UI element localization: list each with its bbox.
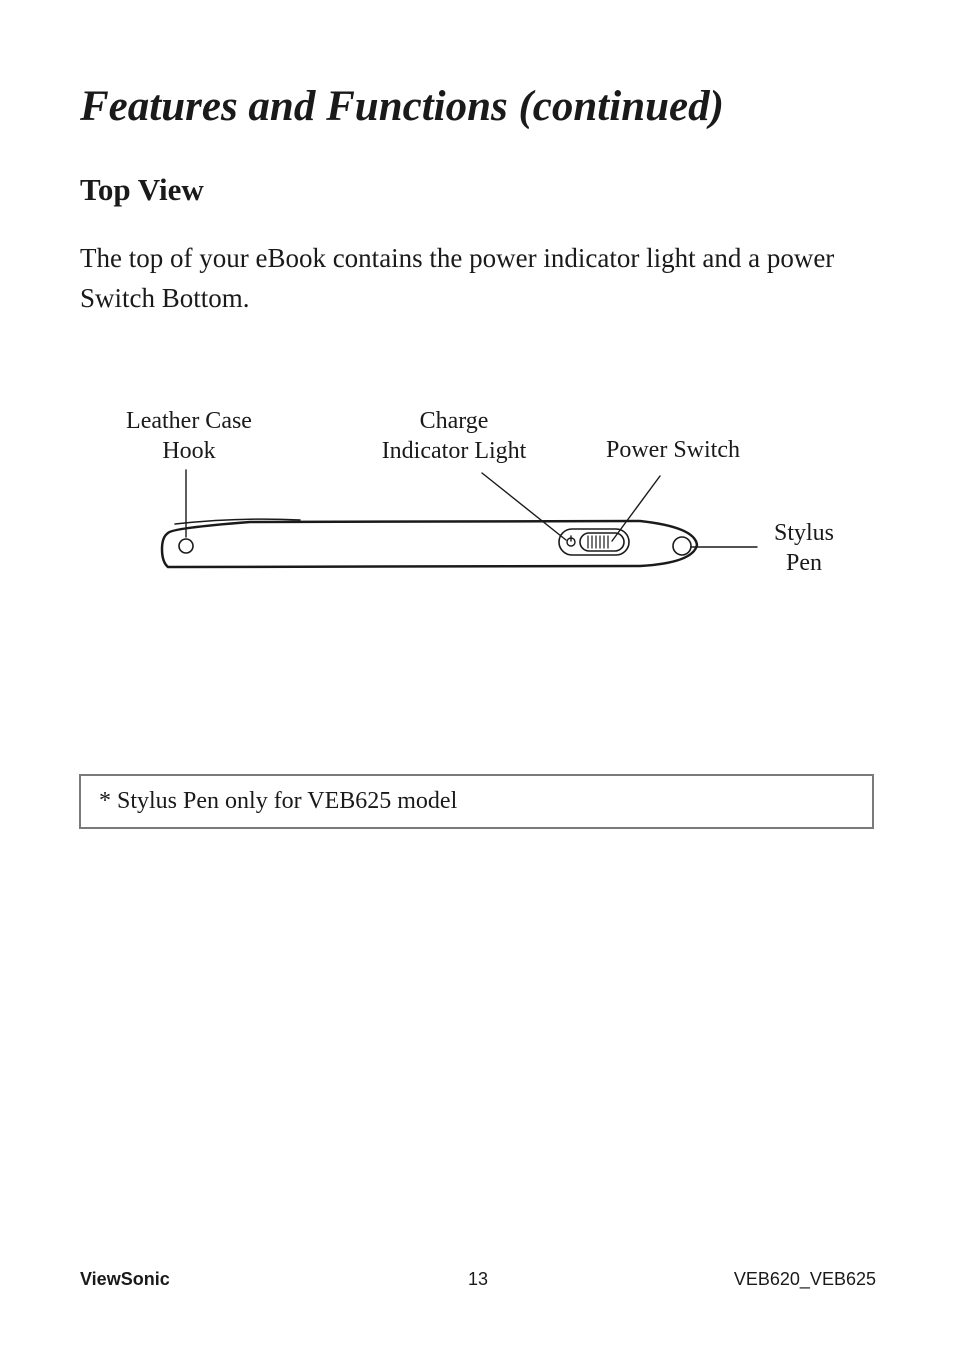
label-line: Charge bbox=[419, 408, 489, 434]
device-body-outline bbox=[162, 521, 697, 567]
body-text: The top of your eBook contains the power indicator light and a power Switch Bottom. bbox=[80, 243, 835, 313]
power-switch-grip-lines bbox=[588, 536, 608, 548]
label-line: Pen bbox=[786, 550, 822, 576]
label-line: Indicator Light bbox=[381, 438, 527, 464]
label-line: Stylus bbox=[773, 520, 835, 546]
note-box bbox=[79, 774, 874, 829]
footer-model: VEB620_VEB625 bbox=[733, 1269, 876, 1289]
section-heading: Top View bbox=[80, 172, 204, 207]
footer-page-number: 13 bbox=[468, 1269, 489, 1289]
device-top-view-diagram bbox=[0, 0, 954, 620]
label-line: Leather Case bbox=[126, 408, 252, 434]
label-line: Power Switch bbox=[606, 437, 740, 463]
stylus-pen-hole bbox=[673, 537, 691, 555]
leather-case-hook-hole bbox=[179, 539, 193, 553]
footer-brand: ViewSonic bbox=[80, 1269, 170, 1289]
page-title: Features and Functions (continued) bbox=[80, 83, 724, 130]
note-text: * Stylus Pen only for VEB625 model bbox=[99, 788, 458, 814]
label-line: Hook bbox=[162, 438, 216, 464]
power-switch-slider bbox=[580, 533, 624, 551]
leader-line-power-switch bbox=[612, 476, 660, 541]
leader-line-charge-indicator bbox=[482, 473, 566, 540]
